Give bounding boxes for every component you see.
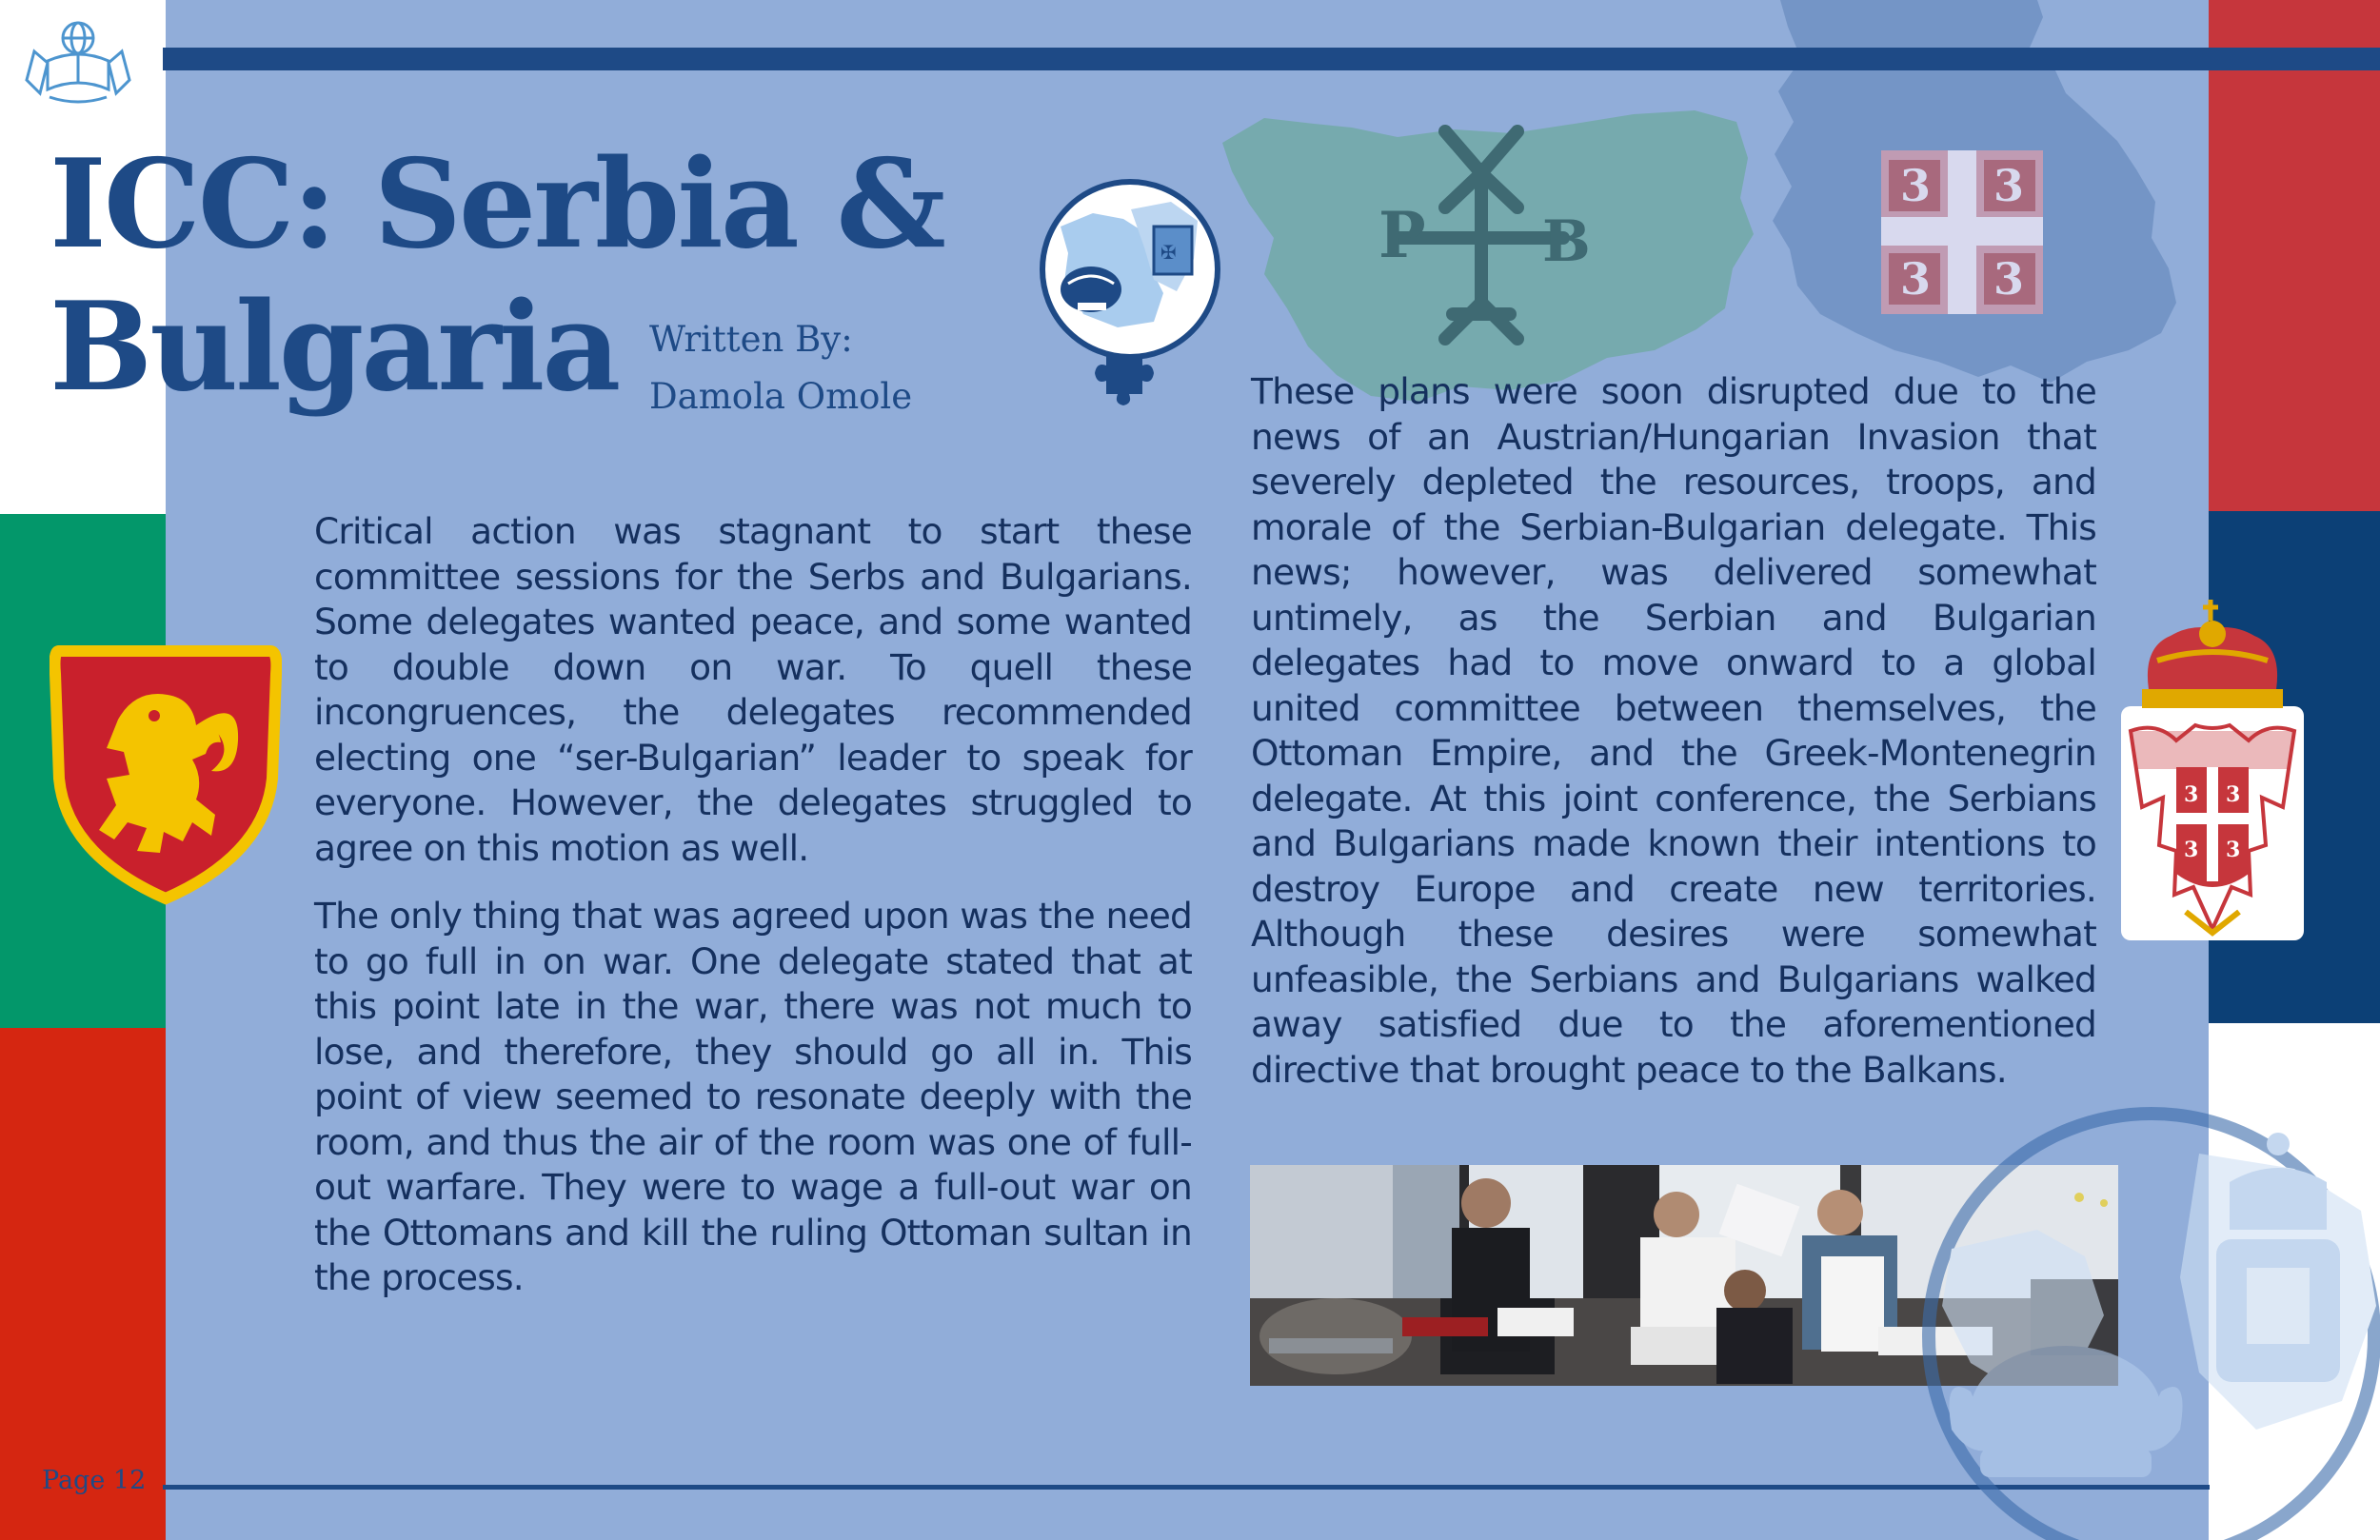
right-text-column	[1251, 369, 2096, 1093]
christogram-symbol-icon	[1361, 112, 1599, 350]
byline-author: Damola Omole	[649, 376, 913, 417]
bottom-rule	[163, 1485, 2210, 1490]
left-text-column	[314, 509, 1192, 1301]
bulgaria-flag-red-stripe	[0, 1028, 166, 1540]
right-paragraph: These plans were soon disrupted due to the news of an Austrian/Hungarian Invasion that severely depleted the resources, troops, and morale of the Serbian-Bulgarian delegate. This news; however, was delivered somewhat untimely, as the Serbian and Bulgarian delegates had to move onward to a global united committee between themselves, the Ottoman Empire, and the Greek-Montenegrin delegate. At this joint conference, the Serbians and Bulgarians made known their intentions to destroy Europe and create new territories. Although these desires were somewhat unfeasible, the Serbians and Bulgarians walked away satisfied due to the aforementioned directive that brought peace to the Balkans.	[1251, 370, 2096, 1091]
watermark-emblem-icon	[1914, 1087, 2380, 1540]
svg-text:3: 3	[1900, 253, 1932, 305]
bulgarian-lion-coat-of-arms-icon	[50, 636, 282, 906]
svg-text:B: B	[1542, 208, 1591, 275]
svg-text:3: 3	[2226, 838, 2241, 862]
top-rule	[163, 48, 2380, 70]
page-number: Page 12	[42, 1466, 147, 1495]
serbia-flag-red-stripe	[2209, 0, 2380, 511]
svg-text:P: P	[1378, 198, 1426, 272]
byline	[649, 311, 912, 425]
conference-logo-icon	[21, 13, 135, 109]
serbian-cross-flag-icon	[1881, 150, 2043, 314]
serbian-double-eagle-coat-of-arms-icon	[2119, 598, 2310, 940]
title-line-1: ICC: Serbia &	[50, 133, 943, 276]
svg-text:3: 3	[2226, 782, 2241, 807]
svg-text:3: 3	[1993, 253, 2025, 305]
svg-text:3: 3	[2184, 838, 2199, 862]
svg-text:3: 3	[2184, 782, 2199, 807]
left-paragraph-2: The only thing that was agreed upon was the need to go full in on war. One delegate stated that at this point late in the war, there was not much to lose, and therefore, they should go all in. This point of view seemed to resonate deeply with the room, and thus the air of the room was one of full-out warfare. They were to wage a full-out war on the Ottomans and kill the ruling Ottoman sultan in the process.	[314, 895, 1192, 1298]
title-line-2: Bulgaria	[50, 276, 619, 419]
byline-label: Written By:	[649, 319, 853, 360]
svg-text:✠: ✠	[1160, 241, 1177, 264]
svg-text:3: 3	[1993, 160, 2025, 211]
combined-emblem-icon	[1011, 160, 1249, 411]
svg-text:3: 3	[1900, 160, 1932, 211]
left-paragraph-1: Critical action was stagnant to start these committee sessions for the Serbs and Bulgarians. Some delegates wanted peace, and some wanted to double down on war. To quell these incongruences, the delegates recommended electing one “ser-Bulgarian” leader to speak for everyone. However, the delegates struggled to agree on this motion as well.	[314, 510, 1192, 869]
